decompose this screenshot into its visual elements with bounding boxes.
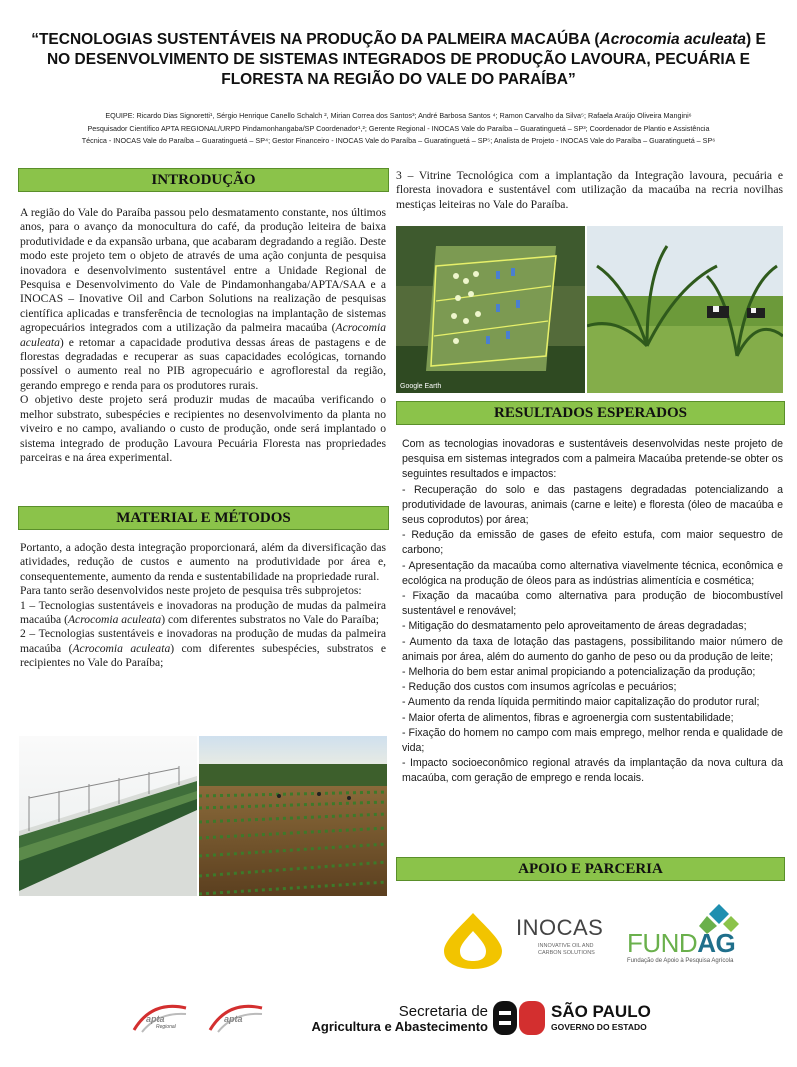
methods-paragraph-1: Portanto, a adoção desta integração proporcionará, além da diversificação das atividades, redução de custos e aumento na produtividade por área e, consequentemente, aumento da renda e sustentabilidade na propriedade rural. [20, 541, 386, 583]
apta-regional-logo: apta Regional [132, 1000, 188, 1034]
subproject-2: 2 – Tecnologias sustentáveis e inovadoras na produção de mudas da palmeira macaúba (Acrocomia aculeata) com diferentes subespécies, substratos e recipientes no Vale do Paraíba; [20, 627, 386, 670]
aerial-map-photo [396, 226, 585, 393]
result-item: - Mitigação do desmatamento pelo aproveitamento de áreas degradadas; [402, 620, 747, 633]
intro-paragraph-1: A região do Vale do Paraíba passou pelo desmatamento constante, nos últimos anos, para o avanço da monocultura do café, da produção leiteira de baixa produtividade e da expansão urbana, que acabaram degradando a região. Deste modo este projeto tem o objeto de através de uma ação conjunta de pesquisa inovadora e desenvolvimento sustentável entre a Unidade Regional de Pesquisa e Desenvolvimento do Vale de Pindamonhangaba/APTA/SAA e a INOCAS – Inovative Oil and Carbon Solutions na realização de pesquisas científica aplicadas e transferência de tecnologias na implantação de sistemas agropecuários integrados com a utilização da palmeira macaúba (Acrocomia aculeata) e retomar a capacidade produtiva dessas áreas de pastagens e de florestas degradadas e recuperar as suas capacidades ecológicas, tornando possível o aumento real no PIB agropecuário e agroflorestal da região, gerando emprego e renda para os produtores rurais. [20, 206, 386, 392]
title-part-1: “TECNOLOGIAS SUSTENTÁVEIS NA PRODUÇÃO DA PALMEIRA MACAÚBA ( [31, 31, 600, 48]
result-item: - Aumento da taxa de lotação das pastagens, possibilitando maior número de animais por área, além do aumento do ganho de peso ou da produção de leite; [402, 635, 783, 663]
result-item: - Fixação do homem no campo com mais emprego, melhor renda e qualidade de vida; [402, 726, 783, 755]
secretaria-logo: Secretaria de Agricultura e Abastecimento [311, 1003, 488, 1034]
title-species: Acrocomia aculeata [599, 31, 746, 48]
inocas-wordmark: INOCAS [516, 915, 604, 940]
methods-text [20, 541, 386, 671]
team-credits [4, 110, 793, 148]
result-item: - Aumento da renda líquida permitindo maior capitalização do produtor rural; [402, 696, 760, 709]
result-item: - Melhoria do bem estar animal propiciando a potencialização da produção; [402, 666, 756, 679]
intro-text [20, 206, 386, 465]
team-line-3: Técnica - INOCAS Vale do Paraíba – Guaratinguetá – SP⁴; Gestor Financeiro - INOCAS Vale do Paraíba – Guaratinguetá – SP⁵; Analista de Projeto - INOCAS Vale do Paraíba – Guaratinguetá – SP⁶ [81, 136, 716, 145]
poster-title [20, 30, 777, 90]
fundag-wordmark: FUNDAG [627, 928, 736, 958]
cattle-palm-photo [587, 226, 783, 393]
result-item: - Impacto socioeconômico regional através da implantação da nova cultura da macaúba, com geração de emprego e renda locais. [402, 757, 783, 785]
result-item: - Apresentação da macaúba como alternativa viavelmente técnica, econômica e ecológica na produção de óleos para as indústrias alimentícia e cosmética; [402, 559, 783, 587]
result-item: - Fixação da macaúba como alternativa para produção de biocombustível sustentável e renovável; [402, 590, 783, 618]
apta-logo: apta [208, 1000, 264, 1034]
methods-header: MATERIAL E MÉTODOS [18, 506, 389, 530]
team-line-2: Pesquisador Científico APTA REGIONAL/URPD Pindamonhangaba/SP Coordenador¹,²; Gerente Regional - INOCAS Vale do Paraíba – Guaratinguetá – SP³; Coordenador de Plantio e Assistência [87, 123, 710, 133]
result-item: - Maior oferta de alimentos, fibras e agroenergia com sustentabilidade; [402, 711, 734, 724]
result-item: - Recuperação do solo e das pastagens degradadas potencializando a produtividade de lavouras, animais (carne e leite) e floresta (óleo de macaúba e seus coprodutos) por área; [402, 483, 783, 527]
inocas-drop-icon [438, 909, 508, 971]
sao-paulo-logo: SÃO PAULO GOVERNO DO ESTADO [551, 1002, 651, 1032]
fundag-tagline: Fundação de Apoio à Pesquisa Agrícola [627, 958, 734, 964]
intro-header: INTRODUÇÃO [18, 168, 389, 192]
results-text [402, 437, 783, 787]
results-header: RESULTADOS ESPERADOS [396, 401, 785, 425]
results-intro: Com as tecnologias inovadoras e sustentáveis desenvolvidas neste projeto de pesquisa em sistemas integrados com a palmeira Macaúba pretende-se obter os seguintes resultados e impactos: [402, 438, 783, 481]
intro-paragraph-2: O objetivo deste projeto será produzir mudas de macaúba verificando o melhor substrato, subespécies e recipientes no desenvolvimento da planta no viveiro e no campo, avaliando o custo de produção, onde será implantado o sistema integrado de produção Lavoura Pecuária Floresta nas propriedades parceiras e na área experimental. [20, 393, 386, 464]
result-item: - Redução da emissão de gases de efeito estufa, com maior sequestro de carbono; [402, 529, 783, 557]
sp-emblem-icon [493, 1001, 545, 1035]
title-part-2: ) E NO DESENVOLVIMENTO DE SISTEMAS INTEGRADOS DE PRODUÇÃO LAVOURA, PECUÁRIA E FLORESTA NA REGIÃO DO VALE DO PARAÍBA” [46, 31, 766, 88]
field-planting-photo [199, 736, 387, 896]
inocas-logo [438, 905, 604, 975]
map-label: Google Earth [400, 383, 442, 390]
support-header: APOIO E PARCERIA [396, 857, 785, 881]
inocas-tagline: INNOVATIVE OIL AND CARBON SOLUTIONS [538, 943, 595, 956]
result-item: - Redução dos custos com insumos agrícolas e pecuários; [402, 681, 677, 694]
nursery-photo [19, 736, 197, 896]
subproject-1: 1 – Tecnologias sustentáveis e inovadoras na produção de mudas da palmeira macaúba (Acrocomia aculeata) com diferentes substratos no Vale do Paraíba; [20, 598, 386, 627]
team-line-1: EQUIPE: Ricardo Dias Signoretti¹, Sérgio Henrique Canello Schalch ², Mirian Correa dos Santos³; André Barbosa Santos ⁴; Ramon Carvalho da Silva⁵; Rafaela Araújo Oliveira Mangini⁶ [105, 111, 692, 120]
methods-paragraph-2: Para tanto serão desenvolvidos neste projeto de pesquisa três subprojetos: [20, 584, 362, 598]
fundag-logo [627, 902, 757, 972]
subproject-3: 3 – Vitrine Tecnológica com a implantação da Integração lavoura, pecuária e floresta inovadora e sustentável com utilização da macaúba na recria novilhas mestiças leiteiras no Vale do Paraíba. [396, 169, 783, 211]
